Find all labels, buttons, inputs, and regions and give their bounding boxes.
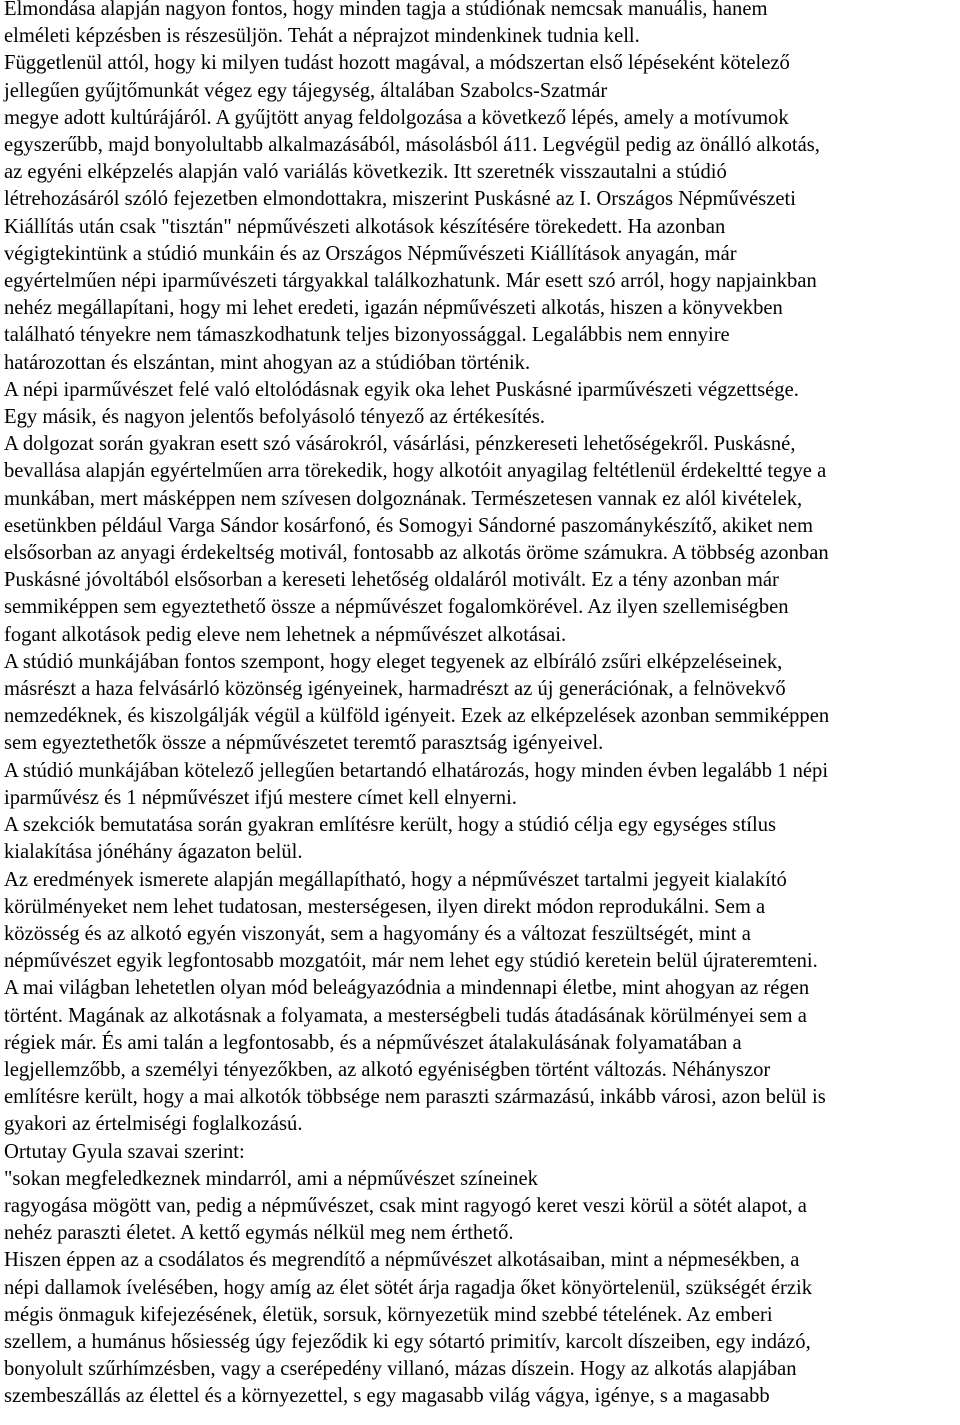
text-line: A szekciók bemutatása során gyakran említésre került, hogy a stúdió célja egy egységes stílus — [4, 814, 777, 837]
text-line: bonyolult szűrhímzésben, vagy a cserépedény villanó, mázas díszein. Hogy az alkotás alapjában — [4, 1358, 797, 1381]
text-line: nehéz paraszti életet. A kettő egymás nélkül meg nem érthető. — [4, 1222, 514, 1245]
text-line: nehéz megállapítani, hogy mi lehet eredeti, igazán népművészeti alkotás, hiszen a könyvekben — [4, 297, 783, 320]
text-line: A dolgozat során gyakran esett szó vásárokról, vásárlási, pénzkereseti lehetőségekről. Puskásné, — [4, 433, 796, 456]
text-line: létrehozásáról szóló fejezetben elmondottakra, miszerint Puskásné az I. Országos Népművészeti — [4, 188, 796, 211]
text-line: egyértelműen népi iparművészeti tárgyakkal találkozhatunk. Már esett szó arról, hogy napjainkban — [4, 270, 817, 293]
text-line: körülményeket nem lehet tudatosan, mesterségesen, ilyen direkt módon reprodukálni. Sem a — [4, 895, 766, 918]
text-line: Ortutay Gyula szavai szerint: — [4, 1140, 245, 1163]
text-line: végigtekintünk a stúdió munkáin és az Országos Népművészeti Kiállítások anyagán, már — [4, 242, 737, 265]
text-line: Az eredmények ismerete alapján megállapítható, hogy a népművészet tartalmi jegyeit kialakító — [4, 868, 787, 891]
text-line: Elmondása alapján nagyon fontos, hogy minden tagja a stúdiónak nemcsak manuális, hanem — [4, 0, 768, 20]
text-line: határozottan és elszántan, mint ahogyan az a stúdióban történik. — [4, 351, 531, 374]
text-line: az egyéni elképzelés alapján való variálás következik. Itt szeretnék visszautalni a stúdió — [4, 161, 727, 184]
text-line: A népi iparművészet felé való eltolódásnak egyik oka lehet Puskásné iparművészeti végzettsége. — [4, 378, 799, 401]
text-line: nemzedéknek, és kiszolgálják végül a külföld igényeit. Ezek az elképzelések azonban semmiképpen — [4, 705, 830, 728]
text-line: szembeszállás az élettel és a környezettel, s egy magasabb világ vágya, igénye, s a magasabb — [4, 1385, 770, 1408]
text-line: esetünkben például Varga Sándor kosárfonó, és Somogyi Sándorné paszománykészítő, akiket nem — [4, 514, 814, 537]
text-line: kialakítása jónéhány ágazaton belül. — [4, 841, 303, 864]
text-line: gyakori az értelmiségi foglalkozású. — [4, 1113, 303, 1136]
text-line: fogant alkotások pedig eleve nem lehetnek a népművészet alkotásai. — [4, 623, 567, 646]
document-body — [4, 0, 960, 1411]
text-line: Kiállítás után csak "tisztán" népművészeti alkotások készítésére törekedett. Ha azonban — [4, 215, 726, 238]
text-line: legjellemzőbb, a személyi tényezőkben, az alkotó egyéniségben történt változás. Néhányszor — [4, 1058, 771, 1081]
text-line: említésre került, hogy a mai alkotók többsége nem paraszti származású, inkább városi, azon belül is — [4, 1086, 826, 1109]
text-line: található tényekre nem támaszkodhatunk teljes bizonyossággal. Legalábbis nem ennyire — [4, 324, 730, 347]
text-line: Puskásné jóvoltából elsősorban a kereseti lehetőség oldaláról motivált. Ez a tény azonban már — [4, 569, 779, 592]
text-line: ragyogása mögött van, pedig a népművészet, csak mint ragyogó keret veszi körül a sötét alapot, a — [4, 1194, 807, 1217]
text-line: szellem, a humánus hősiesség úgy fejeződik ki egy sótartó primitív, karcolt díszeiben, egy indázó, — [4, 1330, 811, 1353]
text-line: elméleti képzésben is részesüljön. Tehát a néprajzot mindenkinek tudnia kell. — [4, 25, 640, 48]
text-line: A stúdió munkájában fontos szempont, hogy eleget tegyenek az elbíráló zsűri elképzeléseinek, — [4, 650, 783, 673]
text-line: "sokan megfeledkeznek mindarról, ami a népművészet színeinek — [4, 1167, 538, 1190]
text-line: másrészt a haza felvásárló közönség igényeinek, harmadrészt az új generációnak, a felnövekvő — [4, 678, 786, 701]
text-line: A stúdió munkájában kötelező jellegűen betartandó elhatározás, hogy minden évben legalább 1 népi — [4, 759, 829, 782]
text-line: jellegűen gyűjtőmunkát végez egy tájegység, általában Szabolcs-Szatmár — [4, 79, 608, 102]
text-line: A mai világban lehetetlen olyan mód beleágyazódnia a mindennapi életbe, mint ahogyan az régen — [4, 977, 810, 1000]
text-line: semmiképpen sem egyeztethető össze a népművészet fogalomkörével. Az ilyen szellemiségben — [4, 596, 789, 619]
text-line: munkában, mert másképpen nem szívesen dolgoznának. Természetesen vannak ez alól kivételek, — [4, 487, 803, 510]
text-line: elsősorban az anyagi érdekeltség motivál, fontosabb az alkotás öröme számukra. A többség azonban — [4, 542, 829, 565]
text-line: mégis önmaguk kifejezésének, életük, sorsuk, környezetük mind szebbé tételének. Az emberi — [4, 1303, 773, 1326]
text-line: történt. Magának az alkotásnak a folyamata, a mesterségbeli tudás átadásának körülményei sem a — [4, 1004, 807, 1027]
text-line: Egy másik, és nagyon jelentős befolyásoló tényező az értékesítés. — [4, 406, 545, 429]
text-line: Függetlenül attól, hogy ki milyen tudást hozott magával, a módszertan első lépéseként kötelező — [4, 52, 790, 75]
text-line: Hiszen éppen az a csodálatos és megrendítő a népművészet alkotásaiban, mint a népmesékben, a — [4, 1249, 800, 1272]
text-line: régiek már. És ami talán a legfontosabb, és a népművészet átalakulásának folyamatában a — [4, 1031, 742, 1054]
text-line: sem egyeztethetők össze a népművészetet teremtő parasztság igényeivel. — [4, 732, 604, 755]
text-line: iparművész és 1 népművészet ifjú mestere címet kell elnyerni. — [4, 786, 517, 809]
text-line: közösség és az alkotó egyén viszonyát, sem a hagyomány és a változat feszültségét, mint a — [4, 922, 751, 945]
text-line: bevallása alapján egyértelműen arra törekedik, hogy alkotóit anyagilag feltétlenül érdekeltté tegye a — [4, 460, 827, 483]
text-line: népi dallamok ívelésében, hogy amíg az élet sötét árja ragadja őket könyörtelenül, szükségét érzik — [4, 1276, 813, 1299]
text-line: egyszerűbb, majd bonyolultabb alkalmazásából, másolásból á11. Legvégül pedig az önálló alkotás, — [4, 134, 820, 157]
text-line: népművészet egyik legfontosabb mozgatóit, már nem lehet egy stúdió keretein belül újrateremteni. — [4, 950, 818, 973]
text-line: megye adott kultúrájáról. A gyűjtött anyag feldolgozása a következő lépés, amely a motívumok — [4, 106, 789, 129]
